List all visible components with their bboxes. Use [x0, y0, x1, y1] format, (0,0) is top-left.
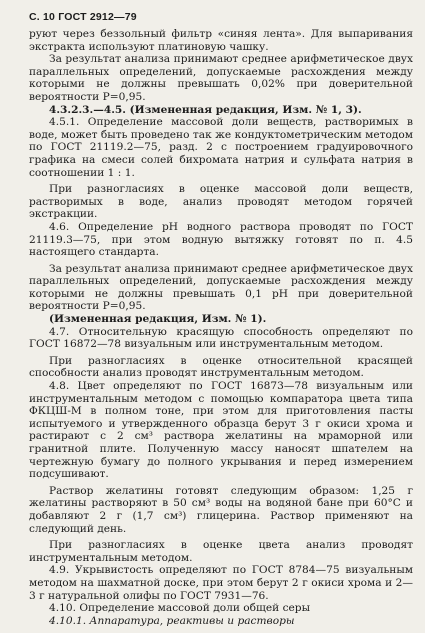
- paragraph-result-1: За результат анализа принимают среднее арифметическое двух параллельных определений, допускаемые расхождения между которыми не должны превышать 0,02% при доверительной вероятности Р=0,95.: [29, 53, 413, 103]
- paragraph-4-8: 4.8. Цвет определяют по ГОСТ 16873—78 визуальным или инструментальным методом с помощью компаратора цвета типа ФКЦШ-М в полном тоне, при этом для приготовления пасты испытуемого и утвержденного образца берут 3 г окиси хрома и растирают с 2 см³ раствора желатины на мраморной или гранитной плите. Полученную массу наносят шпателем на чертежную бумагу до полного укрывания и перед измерением подсушивают.: [29, 380, 413, 481]
- paragraph-4-10-1: 4.10.1. Аппаратура, реактивы и растворы: [49, 614, 295, 627]
- paragraph-4-5-1: 4.5.1. Определение массовой доли веществ, растворимых в воде, может быть проведено так же кондуктометрическим методом по ГОСТ 21119.2—75, разд. 2 с построением градуировочного графика на смеси солей бихромата натрия и сульфата натрия в соотношении 1 : 1.: [29, 116, 413, 179]
- paragraph-gelatin: Раствор желатины готовят следующим образом: 1,25 г желатины растворяют в 50 см³ воды на водяной бане при 60°С и добавляют 2 г (1,7 см³) глицерина. Раствор применяют на следующий день.: [29, 484, 413, 535]
- page-header: С. 10 ГОСТ 2912—79: [29, 11, 137, 23]
- paragraph-result-2: За результат анализа принимают среднее арифметическое двух параллельных определений, допускаемые расхождения между которыми не должны превышать 0,1 pH при доверительной вероятности Р=0,95.: [29, 262, 413, 313]
- paragraph-revision-1: 4.3.2.3.—4.5. (Измененная редакция, Изм. № 1, 3).: [49, 103, 362, 116]
- paragraph-4-10: 4.10. Определение массовой доли общей серы: [49, 602, 311, 615]
- paragraph-extract: руют через беззольный фильтр «синяя лента». Для выпаривания экстракта используют платиновую чашку.: [29, 28, 413, 53]
- paragraph-4-7: 4.7. Относительную красящую способность определяют по ГОСТ 16872—78 визуальным или инструментальным методом.: [29, 325, 413, 351]
- paragraph-disagreement-1: При разногласиях в оценке массовой доли веществ, растворимых в воде, анализ проводят методом горячей экстракции.: [29, 183, 413, 221]
- paragraph-4-6: 4.6. Определение pH водного раствора проводят по ГОСТ 21119.3—75, при этом водную вытяжку готовят по п. 4.5 настоящего стандарта.: [29, 220, 413, 259]
- paragraph-disagreement-3: При разногласиях в оценке цвета анализ проводят инструментальным методом.: [29, 539, 413, 564]
- paragraph-revision-2: (Измененная редакция, Изм. № 1).: [49, 313, 267, 326]
- paragraph-4-9: 4.9. Укрывистость определяют по ГОСТ 8784—75 визуальным методом на шахматной доске, при этом берут 2 г окиси хрома и 2—3 г натуральной олифы по ГОСТ 7931—76.: [29, 564, 413, 602]
- paragraph-disagreement-2: При разногласиях в оценке относительной красящей способности анализ проводят инструментальным методом.: [29, 354, 413, 380]
